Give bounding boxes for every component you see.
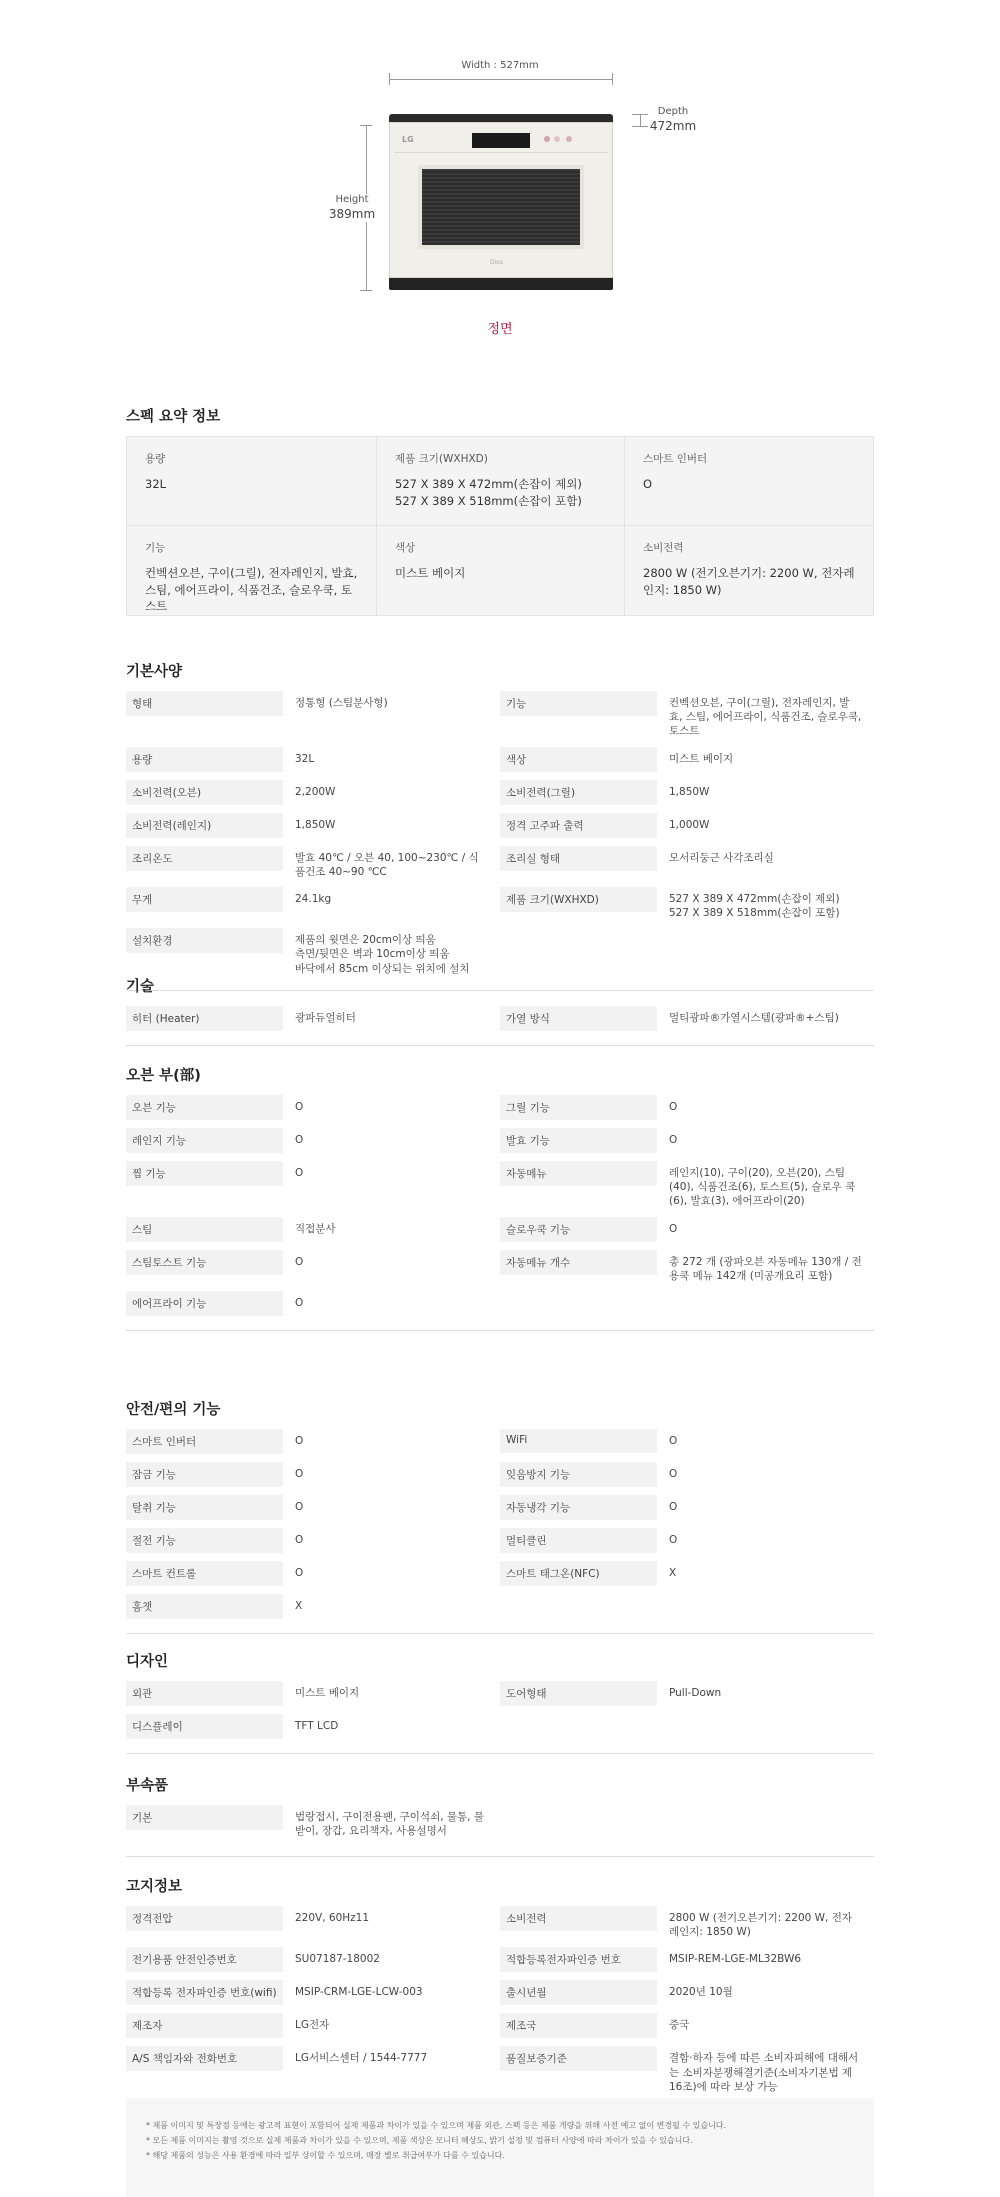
spec-value: 32L [295, 752, 315, 765]
summary-value: O [643, 477, 653, 491]
spec-key: 적합등록전자파인증 번호 [500, 1947, 657, 1972]
disclaimer-note: * 모든 제품 이미지는 촬영 것으로 실제 제품과 차이가 있을 수 있으며, 제품 색상은 모니터 해상도, 밝기 설정 및 컴퓨터 사양에 따라 차이가 있을 수 있습니다. [146, 2133, 854, 2148]
spec-value: LG서비스센터 / 1544-7777 [295, 2052, 428, 2065]
spec-row [500, 1462, 874, 1487]
spec-rows [126, 1681, 874, 1739]
summary-cell [625, 437, 873, 526]
section-title: 디자인 [126, 1654, 169, 1670]
spec-key: 정격 고주파 출력 [500, 813, 657, 838]
spec-value: 직접분사 [295, 1222, 336, 1235]
spec-value: LG전자 [295, 2019, 330, 2032]
spec-key: 적합등록 전자파인증 번호(wifi) [126, 1980, 283, 2005]
spec-row [500, 1006, 874, 1031]
spec-value: 결함·하자 등에 따른 소비자피해에 대해서는 소비자분쟁해결기준(소비자기본법 제 16조)에 따라 보상 가능 [669, 2052, 859, 2093]
depth-value: 472mm [649, 118, 697, 133]
spec-value: MSIP-CRM-LGE-LCW-003 [295, 1986, 423, 1999]
summary-label: 기능 [145, 542, 166, 554]
spec-value: O [295, 1101, 304, 1113]
spec-key: 자동냉각 기능 [500, 1495, 657, 1520]
spec-key: 잠금 기능 [126, 1462, 283, 1487]
depth-dimension-line [640, 114, 641, 126]
summary-label: 소비전력 [643, 542, 684, 554]
spec-row [500, 1561, 874, 1586]
spec-rows [126, 691, 874, 976]
spec-row [126, 1528, 500, 1553]
spec-key: 스팀토스트 기능 [126, 1250, 283, 1275]
spec-row [126, 1681, 500, 1706]
spec-key: 그릴 기능 [500, 1095, 657, 1120]
spec-key: 레인지 기능 [126, 1128, 283, 1153]
spec-row [500, 813, 874, 838]
spec-key: 제조자 [126, 2013, 283, 2038]
spec-rows [126, 1429, 874, 1619]
spec-value: O [295, 1134, 304, 1146]
spec-row [500, 1095, 874, 1120]
spec-key: 소비전력(레인지) [126, 813, 283, 838]
spec-section [126, 660, 874, 991]
oven-display [472, 133, 530, 148]
spec-key: 설치환경 [126, 928, 283, 953]
spec-rows [126, 1906, 874, 2094]
width-tick-right [612, 73, 613, 85]
spec-row [126, 1291, 500, 1316]
spec-key: 제품 크기(WXHXD) [500, 887, 657, 912]
spec-row [500, 1429, 874, 1454]
spec-key: 소비전력(오븐) [126, 780, 283, 805]
spec-row [500, 887, 874, 920]
depth-label: Depth [657, 106, 689, 117]
spec-row [126, 2013, 500, 2038]
spec-value: O [669, 1435, 678, 1447]
oven-control-panel [394, 127, 608, 153]
spec-value: O [669, 1534, 678, 1546]
spec-value: 1,850W [295, 818, 336, 831]
spec-key: 발효 기능 [500, 1128, 657, 1153]
disclaimer-note: * 제품 이미지 및 특장점 등에는 광고적 표현이 포함되어 실제 제품과 차이가 있을 수 있으며 제품 외관, 스펙 등은 제품 개량을 위해 사전 예고 없이 변경될 수 있습니다. [146, 2118, 854, 2133]
spec-section [126, 1650, 874, 1754]
section-title: 안전/편의 기능 [126, 1402, 221, 1418]
spec-key: 오븐 기능 [126, 1095, 283, 1120]
spec-key: 탈취 기능 [126, 1495, 283, 1520]
spec-key: 기본 [126, 1805, 283, 1830]
spec-key: 스마트 인버터 [126, 1429, 283, 1454]
spec-key: 형태 [126, 691, 283, 716]
depth-tick-top [632, 114, 648, 115]
oven-door-window [418, 165, 584, 249]
spec-row [500, 780, 874, 805]
summary-value: 527 X 389 X 472mm(손잡이 제외) 527 X 389 X 518mm(손잡이 포함) [395, 477, 582, 508]
spec-value: X [669, 1567, 677, 1579]
summary-cell [127, 437, 377, 526]
spec-value: O [669, 1101, 678, 1113]
summary-label: 용량 [145, 453, 166, 465]
spec-row [500, 1906, 874, 1939]
spec-key: 자동메뉴 [500, 1161, 657, 1186]
spec-value: 컨벡션오븐, 구이(그릴), 전자레인지, 발효, 스팀, 에어프라이, 식품건조, 슬로우쿡, 토스트 [669, 697, 862, 738]
spec-rows [126, 1095, 874, 1316]
spec-row [126, 691, 500, 739]
spec-value: 527 X 389 X 472mm(손잡이 제외) 527 X 389 X 518mm(손잡이 포함) [669, 892, 840, 920]
spec-value: SU07187-18002 [295, 1953, 380, 1966]
section-title: 기술 [126, 979, 155, 995]
spec-row [500, 2046, 874, 2094]
spec-key: 홈챗 [126, 1594, 283, 1619]
spec-row [126, 1495, 500, 1520]
spec-row [500, 1128, 874, 1153]
spec-section [126, 1398, 874, 1634]
spec-key: 찜 기능 [126, 1161, 283, 1186]
spec-section [126, 1774, 874, 1857]
section-title: 고지정보 [126, 1879, 183, 1895]
spec-key: 스팀 [126, 1217, 283, 1242]
spec-value: 1,000W [669, 818, 710, 831]
spec-row [500, 1947, 874, 1972]
spec-value: 법랑접시, 구이전용팬, 구이석쇠, 물통, 물받이, 장갑, 요리책자, 사용설명서 [295, 1811, 484, 1838]
spec-value: 24.1kg [295, 892, 332, 905]
disclaimer-note: * 해당 제품의 성능은 사용 환경에 따라 일부 상이할 수 있으며, 매장 별로 취급여부가 다를 수 있습니다. [146, 2148, 854, 2163]
summary-cell [377, 437, 625, 526]
spec-key: 소비전력(그릴) [500, 780, 657, 805]
spec-row [500, 1217, 874, 1242]
depth-dimension-label [648, 106, 698, 134]
spec-row [126, 1217, 500, 1242]
spec-row [500, 1528, 874, 1553]
spec-key: 디스플레이 [126, 1714, 283, 1739]
summary-value: 컨벡션오븐, 구이(그릴), 전자레인지, 발효, 스팀, 에어프라이, 식품건조, 슬로우쿡, 토스트 [145, 566, 358, 614]
spec-key: 무게 [126, 887, 283, 912]
summary-label: 제품 크기(WXHXD) [395, 453, 488, 465]
spec-key: 스마트 태그온(NFC) [500, 1561, 657, 1586]
height-value: 389mm [328, 206, 376, 221]
spec-value: 광파듀얼히터 [295, 1012, 356, 1024]
spec-value: 제품의 윗면은 20cm이상 띄움 측면/뒷면은 벽과 10cm이상 띄움 바닥에서 85cm 이상되는 위치에 설치 [295, 934, 470, 975]
spec-key: 절전 기능 [126, 1528, 283, 1553]
lg-logo: LG [402, 135, 414, 144]
spec-section [126, 975, 874, 1046]
spec-value: O [295, 1255, 304, 1268]
spec-value: 1,850W [669, 785, 710, 798]
spec-row [126, 780, 500, 805]
oven-top [389, 114, 613, 122]
height-tick-bottom [360, 290, 372, 291]
summary-label: 스마트 인버터 [643, 453, 708, 465]
summary-value: 2800 W (전기오븐기기: 2200 W, 전자레인지: 1850 W) [643, 566, 855, 597]
oven-brand-mark: Dios [490, 259, 504, 266]
spec-row [500, 1681, 874, 1706]
spec-value: TFT LCD [295, 1720, 339, 1732]
summary-label: 색상 [395, 542, 416, 554]
spec-section [126, 1875, 874, 2094]
control-dot-icon [566, 136, 572, 142]
spec-rows [126, 1006, 874, 1031]
spec-row [126, 1561, 500, 1586]
height-dimension-label [328, 194, 376, 222]
summary-value: 32L [145, 477, 167, 491]
spec-value: O [295, 1296, 304, 1309]
spec-row [126, 1980, 500, 2005]
spec-row [500, 1495, 874, 1520]
summary-value: 미스트 베이지 [395, 566, 466, 580]
spec-value: 모서리둥근 사각조리실 [669, 851, 774, 864]
oven-product-image [389, 114, 613, 290]
spec-row [126, 1462, 500, 1487]
spec-value: 2800 W (전기오븐기기: 2200 W, 전자레인지: 1850 W) [669, 1912, 853, 1939]
spec-value: O [669, 1134, 678, 1146]
spec-value: 발효 40℃ / 오븐 40, 100~230℃ / 식품건조 40~90 ℃C [295, 851, 479, 878]
spec-value: MSIP-REM-LGE-ML32BW6 [669, 1953, 802, 1966]
spec-value: O [295, 1435, 304, 1447]
spec-key: 가열 방식 [500, 1006, 657, 1031]
spec-value: 레인지(10), 구이(20), 오븐(20), 스팀(40), 식품건조(6), 토스트(5), 슬로우 쿡(6), 발효(3), 에어프라이(20) [669, 1167, 856, 1208]
spec-value: 2,200W [295, 785, 336, 798]
spec-row [500, 691, 874, 739]
section-title: 부속품 [126, 1778, 169, 1794]
spec-row [126, 1095, 500, 1120]
spec-content [126, 405, 874, 2093]
spec-value: 미스트 베이지 [669, 752, 734, 765]
disclaimer-notes [126, 2098, 874, 2197]
height-label: Height [335, 194, 369, 205]
control-dot-icon [554, 136, 560, 142]
spec-row [126, 1594, 500, 1619]
spec-key: 조리온도 [126, 846, 283, 871]
spec-value: 중국 [669, 2019, 690, 2032]
spec-row [126, 846, 500, 879]
spec-row [126, 1250, 500, 1283]
width-dimension-line [389, 79, 613, 80]
width-dimension-label: Width : 527mm [461, 60, 539, 71]
spec-key: 잊음방지 기능 [500, 1462, 657, 1487]
spec-key: 외관 [126, 1681, 283, 1706]
spec-rows [126, 1805, 874, 1838]
spec-row [126, 1128, 500, 1153]
spec-value: O [295, 1167, 304, 1179]
spec-row [500, 747, 874, 772]
spec-key: 용량 [126, 747, 283, 772]
spec-row [126, 1006, 500, 1031]
spec-row [126, 1947, 500, 1972]
spec-row [500, 1980, 874, 2005]
spec-key: 전기용품 안전인증번호 [126, 1947, 283, 1972]
spec-value: Pull-Down [669, 1687, 722, 1699]
spec-key: WiFi [500, 1429, 657, 1453]
spec-row [126, 813, 500, 838]
height-tick-top [360, 125, 372, 126]
spec-value: O [295, 1534, 304, 1546]
spec-row [126, 2046, 500, 2094]
spec-value: O [669, 1468, 678, 1480]
spec-value: 2020년 10월 [669, 1986, 733, 1999]
spec-value: 정통형 (스팀분사형) [295, 697, 388, 709]
spec-key: 색상 [500, 747, 657, 772]
spec-key: 출시년월 [500, 1980, 657, 2005]
spec-row [500, 1250, 874, 1283]
spec-row [500, 1161, 874, 1209]
spec-value: 미스트 베이지 [295, 1687, 360, 1699]
spec-row [126, 887, 500, 920]
spec-key: 자동메뉴 개수 [500, 1250, 657, 1275]
oven-base [389, 278, 613, 290]
spec-row [126, 1805, 500, 1838]
control-dot-icon [544, 136, 550, 142]
spec-value: 멀티광파®가열시스템(광파®+스팀) [669, 1012, 839, 1024]
spec-key: 조리실 형태 [500, 846, 657, 871]
spec-key: 정격전압 [126, 1906, 283, 1931]
spec-value: O [295, 1501, 304, 1513]
spec-key: 에어프라이 기능 [126, 1291, 283, 1316]
spec-value: O [669, 1222, 678, 1235]
front-view-label: 정면 [487, 322, 513, 337]
spec-value: 총 272 개 (광파오븐 자동메뉴 130개 / 전용쿡 메뉴 142개 (미공개요리 포함) [669, 1255, 862, 1282]
section-title: 기본사양 [126, 664, 183, 680]
oven-body [389, 122, 613, 278]
spec-key: 멀티클린 [500, 1528, 657, 1553]
summary-cell [377, 526, 625, 615]
spec-summary-table [126, 436, 874, 616]
summary-cell [625, 526, 873, 615]
spec-key: 제조국 [500, 2013, 657, 2038]
depth-tick-bottom [632, 126, 648, 127]
summary-title: 스펙 요약 정보 [126, 409, 221, 425]
spec-row [126, 928, 500, 976]
spec-value: O [295, 1468, 304, 1480]
spec-value: O [295, 1567, 304, 1579]
section-title: 오븐 부(部) [126, 1068, 201, 1084]
spec-row [500, 2013, 874, 2038]
product-dimension-figure [0, 0, 1000, 360]
spec-value: X [295, 1600, 303, 1612]
spec-row [126, 1714, 500, 1739]
spec-key: 슬로우쿡 기능 [500, 1217, 657, 1242]
spec-row [126, 1161, 500, 1209]
spec-key: 도어형태 [500, 1681, 657, 1706]
spec-row [126, 1906, 500, 1939]
spec-key: 소비전력 [500, 1906, 657, 1931]
spec-section [126, 1064, 874, 1331]
spec-row [126, 1429, 500, 1454]
spec-value: 220V, 60Hz11 [295, 1912, 370, 1924]
spec-key: 히터 (Heater) [126, 1006, 283, 1031]
spec-key: 스마트 컨트롤 [126, 1561, 283, 1586]
width-tick-left [389, 73, 390, 85]
spec-key: 품질보증기준 [500, 2046, 657, 2071]
spec-row [500, 846, 874, 879]
summary-cell [127, 526, 377, 615]
spec-key: 기능 [500, 691, 657, 716]
spec-value: O [669, 1501, 678, 1513]
spec-row [126, 747, 500, 772]
spec-key: A/S 책임자와 전화번호 [126, 2046, 283, 2071]
